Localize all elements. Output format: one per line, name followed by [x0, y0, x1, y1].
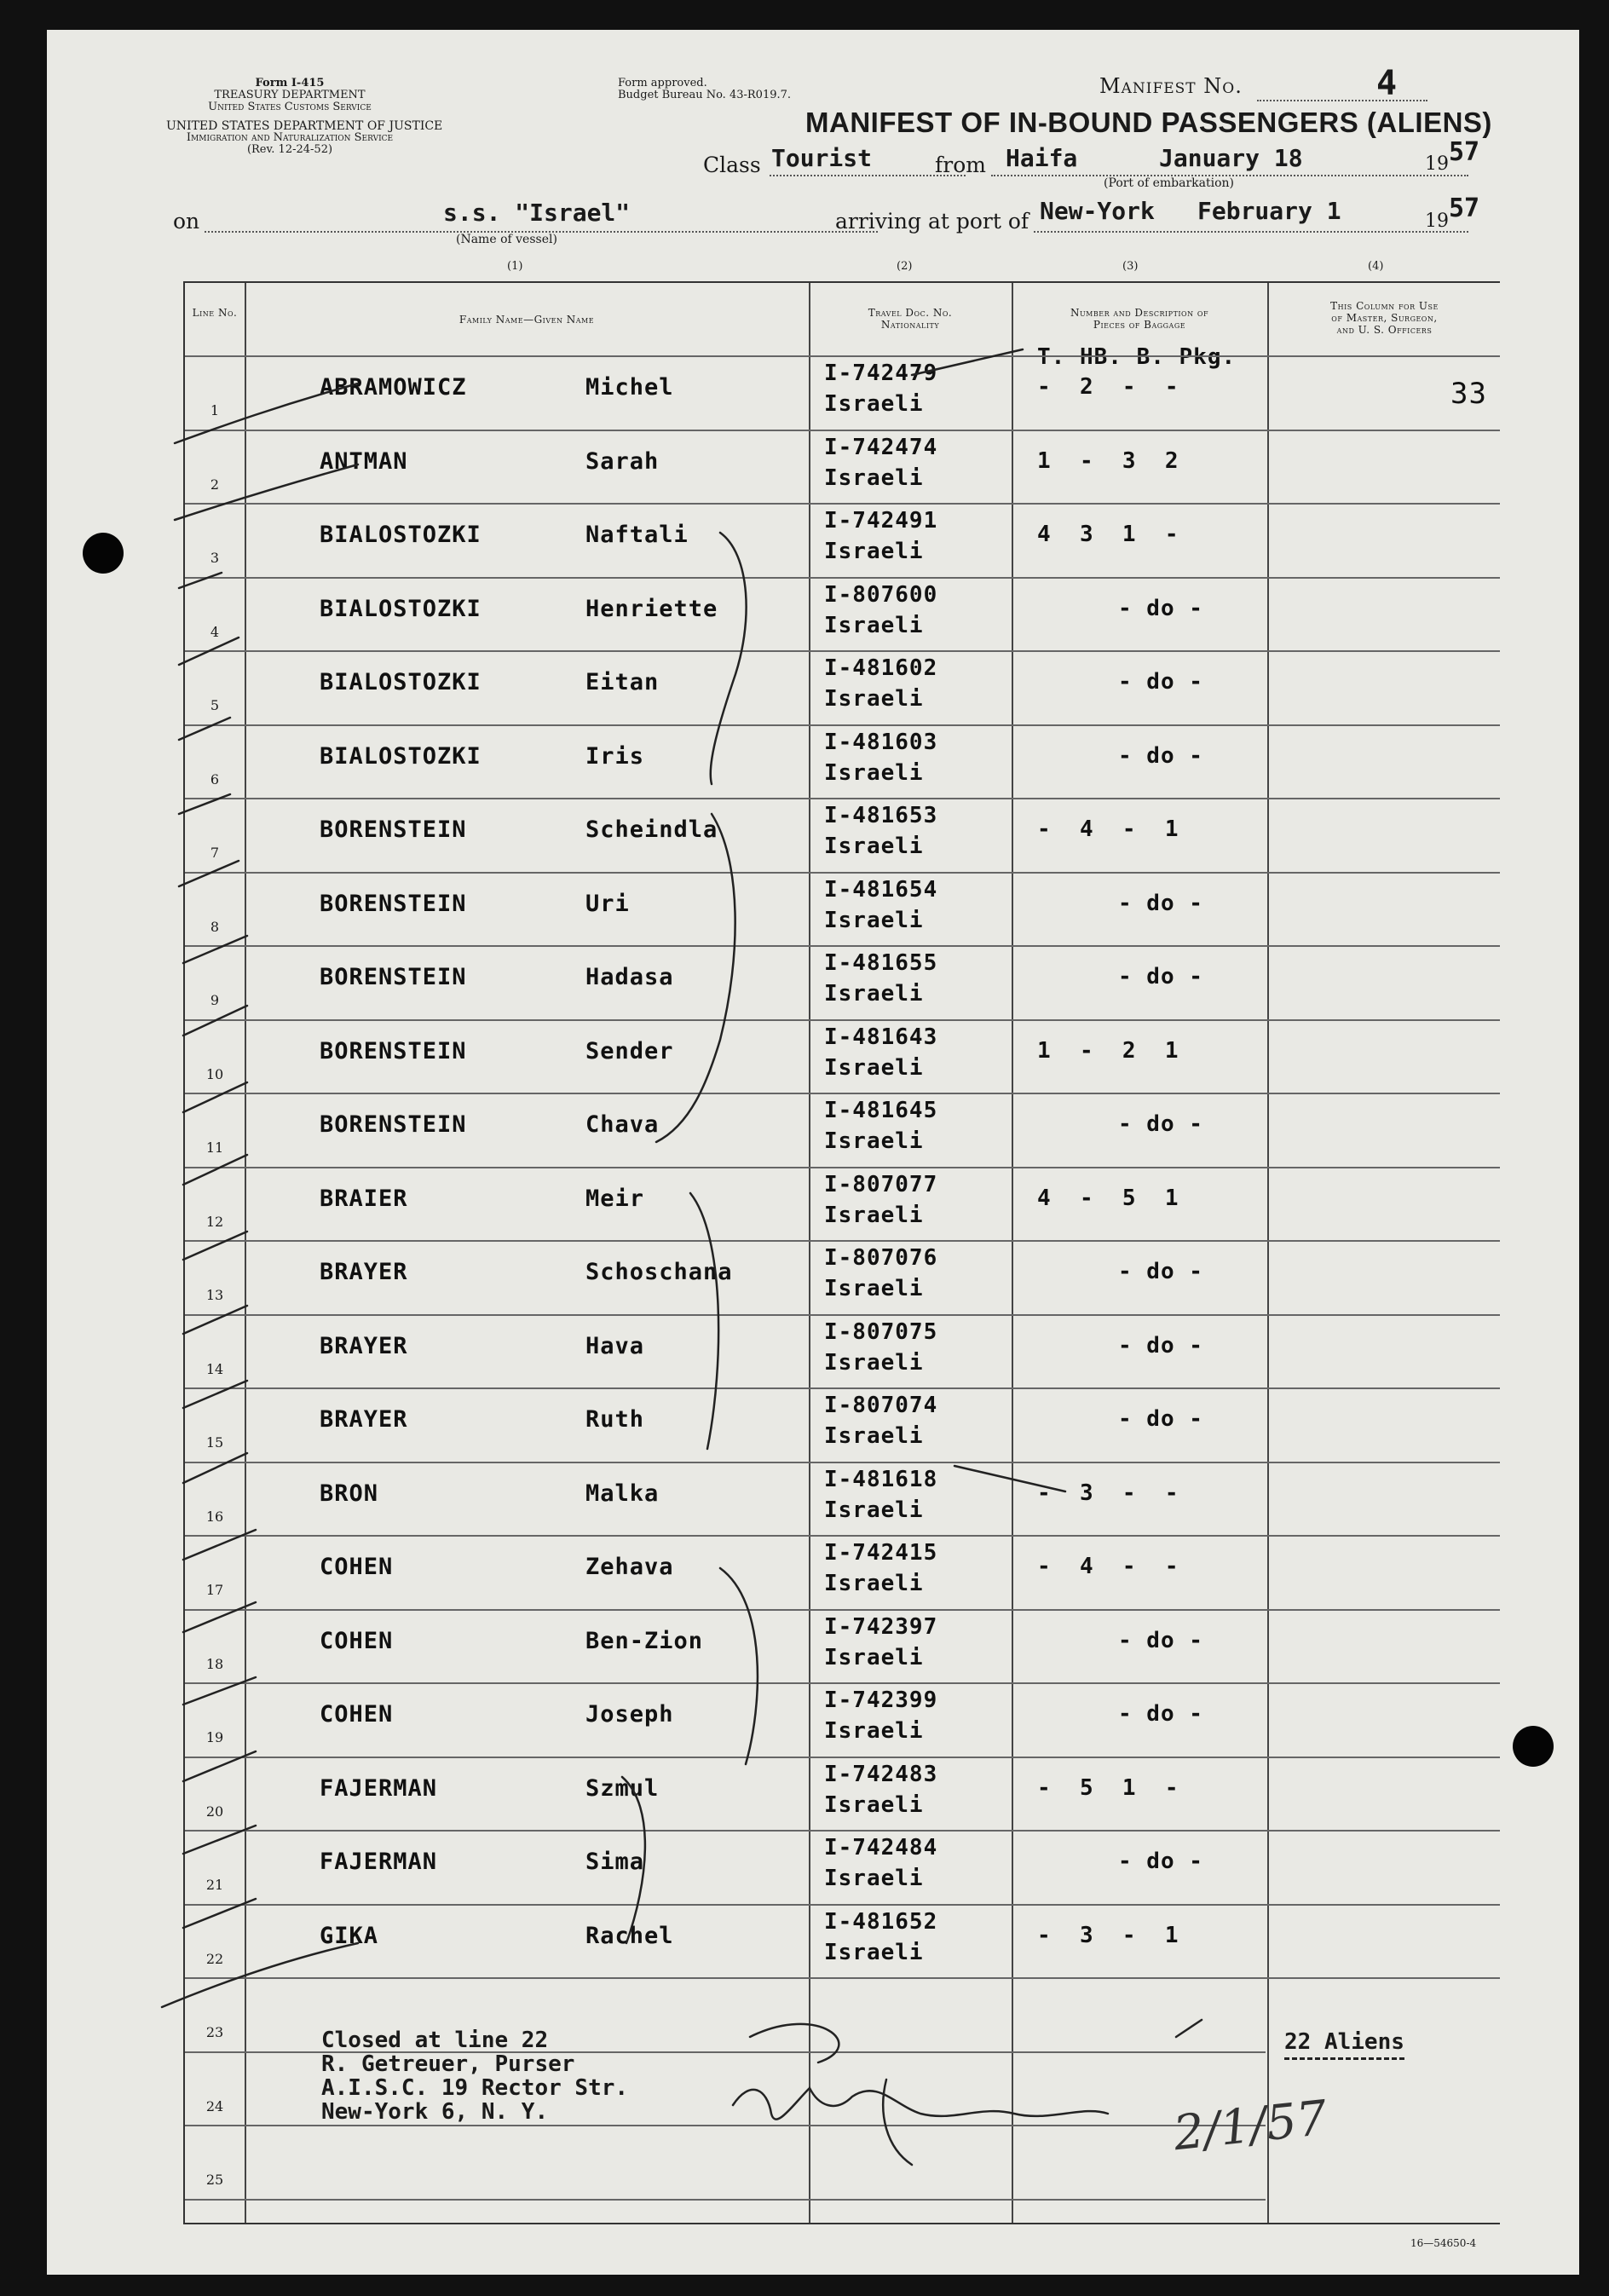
line-number: 10: [205, 1065, 224, 1082]
given-name: Szmul: [585, 1774, 660, 1802]
row-divider: [185, 355, 1500, 357]
row-divider: [185, 650, 1500, 652]
row-divider: [185, 1682, 1500, 1684]
nationality: Israeli: [824, 1644, 924, 1670]
port-caption: (Port of embarkation): [1104, 176, 1234, 190]
family-name: BRAYER: [320, 1332, 408, 1359]
given-name: Chava: [585, 1111, 660, 1138]
col-head-baggage: Number and Description of Pieces of Baggage: [1070, 307, 1209, 331]
travel-doc-number: I-481653: [824, 803, 938, 828]
baggage-count: 4 3 1 -: [1037, 522, 1179, 547]
travel-doc-number: I-481602: [824, 655, 938, 681]
baggage-count: - 3 - 1: [1037, 1922, 1179, 1948]
col-num-4: (4): [1368, 260, 1384, 273]
form-approval: [618, 78, 791, 101]
departure-year: 57: [1449, 137, 1480, 167]
travel-doc-number: I-742397: [824, 1613, 938, 1640]
travel-doc-number: I-742474: [824, 434, 938, 460]
departure-year-prefix: 19: [1425, 153, 1449, 175]
travel-doc-number: I-481643: [824, 1024, 938, 1050]
family-name: COHEN: [320, 1627, 394, 1654]
col-head-travel-doc: Travel Doc. No. Nationality: [868, 307, 953, 331]
line-number: 23: [205, 2024, 224, 2040]
travel-doc-number: I-742399: [824, 1687, 938, 1713]
travel-doc-number: I-807076: [824, 1245, 938, 1271]
arriving-label: arriving at port of: [835, 209, 1029, 234]
nationality: Israeli: [824, 1939, 924, 1965]
family-name: BORENSTEIN: [320, 1111, 467, 1138]
travel-doc-number: I-481645: [824, 1098, 938, 1123]
family-name: BORENSTEIN: [320, 964, 467, 990]
row-divider: [185, 1535, 1500, 1537]
baggage-ditto: - do -: [1118, 1627, 1203, 1653]
revision: (Rev. 12-24-52): [246, 143, 333, 156]
approval-line1: Form approved.: [618, 77, 707, 89]
nationality: Israeli: [824, 1571, 924, 1596]
departure-date: January 18: [1159, 144, 1303, 172]
given-name: Schoschana: [585, 1259, 733, 1285]
col-num-3: (3): [1122, 260, 1139, 273]
nationality: Israeli: [824, 907, 924, 933]
line-number: 6: [210, 770, 220, 787]
family-name: BORENSTEIN: [320, 890, 467, 917]
family-name: BRAIER: [320, 1185, 408, 1212]
nationality: Israeli: [824, 1349, 924, 1376]
baggage-ditto: - do -: [1118, 669, 1203, 695]
travel-doc-number: I-742491: [824, 508, 938, 534]
closing-line3: A.I.S.C. 19 Rector Str.: [321, 2075, 629, 2101]
row-divider: [185, 1609, 1500, 1611]
closing-line4: New-York 6, N. Y.: [321, 2099, 549, 2125]
aliens-total: 22 Aliens: [1284, 2030, 1404, 2060]
line-number: 8: [210, 918, 220, 935]
row-divider: [185, 2125, 1266, 2126]
class-value: Tourist: [771, 144, 873, 172]
customs-service: United States Customs Service: [208, 101, 372, 113]
form-header-left: [166, 77, 443, 156]
line-number: 20: [205, 1803, 224, 1820]
given-name: Hava: [585, 1332, 645, 1359]
given-name: Ben-Zion: [585, 1627, 704, 1654]
given-name: Eitan: [585, 669, 660, 695]
travel-doc-number: I-742484: [824, 1835, 938, 1860]
travel-doc-number: I-481655: [824, 950, 938, 976]
row-divider: [185, 798, 1500, 799]
arrival-year: 57: [1449, 193, 1480, 223]
treasury-dept: TREASURY DEPARTMENT: [214, 89, 366, 101]
nationality: Israeli: [824, 834, 924, 859]
row-divider: [185, 503, 1500, 505]
given-name: Uri: [585, 890, 630, 917]
family-name: FAJERMAN: [320, 1774, 438, 1802]
travel-doc-number: I-742479: [824, 361, 938, 386]
baggage-count: - 5 1 -: [1037, 1774, 1179, 1801]
baggage-count: 4 - 5 1: [1037, 1185, 1179, 1211]
row-divider: [185, 430, 1500, 431]
row-divider: [185, 1757, 1500, 1758]
given-name: Michel: [585, 374, 674, 401]
passenger-table: [183, 281, 1500, 2224]
given-name: Hadasa: [585, 964, 674, 990]
baggage-count: - 3 - -: [1037, 1480, 1179, 1506]
given-name: Naftali: [585, 522, 689, 548]
punch-hole-left: [83, 533, 124, 574]
line-number: 1: [210, 402, 220, 418]
baggage-count: - 4 - 1: [1037, 816, 1179, 842]
nationality: Israeli: [824, 1276, 924, 1301]
closing-block: [321, 2028, 628, 2124]
given-name: Rachel: [585, 1922, 674, 1949]
row-divider: [185, 2199, 1266, 2201]
family-name: BORENSTEIN: [320, 1037, 467, 1064]
line-number: 19: [205, 1729, 224, 1745]
line-number: 14: [205, 1360, 224, 1377]
col-divider-1: [245, 283, 246, 2223]
row-divider: [185, 577, 1500, 579]
family-name: FAJERMAN: [320, 1849, 438, 1875]
family-name: BIALOSTOZKI: [320, 669, 482, 695]
baggage-count: 1 - 2 1: [1037, 1037, 1179, 1064]
line-number: 4: [210, 623, 220, 640]
baggage-ditto: - do -: [1118, 1406, 1203, 1432]
travel-doc-number: I-742483: [824, 1761, 938, 1787]
family-name: BRAYER: [320, 1259, 408, 1285]
family-name: BRON: [320, 1480, 379, 1507]
baggage-count: - 4 - -: [1037, 1554, 1179, 1579]
line-number: 12: [205, 1213, 224, 1230]
line-number: 21: [205, 1877, 224, 1893]
vessel-value: s.s. "Israel": [443, 199, 631, 227]
family-name: BIALOSTOZKI: [320, 595, 482, 622]
arrival-dots: [1034, 231, 1468, 233]
nationality: Israeli: [824, 612, 924, 638]
signature-date: 2/1/57: [1171, 2090, 1330, 2162]
col-num-2: (2): [897, 260, 913, 273]
approval-line2: Budget Bureau No. 43-R019.7.: [618, 89, 792, 101]
closing-line1: Closed at line 22: [321, 2028, 549, 2053]
line-number: 24: [205, 2097, 224, 2114]
line-number: 2: [210, 476, 220, 493]
row-divider: [185, 1240, 1500, 1242]
row-divider: [185, 1093, 1500, 1094]
nationality: Israeli: [824, 539, 924, 564]
baggage-ditto: - do -: [1118, 964, 1203, 989]
line-number: 3: [210, 550, 220, 566]
from-label: from: [935, 153, 986, 177]
baggage-ditto: - do -: [1118, 1332, 1203, 1359]
line-number: 7: [210, 845, 220, 861]
manifest-title: MANIFEST OF IN-BOUND PASSENGERS (ALIENS): [805, 107, 1492, 138]
travel-doc-number: I-807600: [824, 581, 938, 608]
given-name: Scheindla: [585, 816, 718, 843]
col-divider-2: [809, 283, 810, 2223]
family-name: BORENSTEIN: [320, 816, 467, 843]
baggage-ditto: - do -: [1118, 1849, 1203, 1874]
line-number: 17: [205, 1582, 224, 1598]
nationality: Israeli: [824, 1497, 924, 1523]
col-num-1: (1): [507, 260, 523, 273]
vessel-caption: (Name of vessel): [456, 233, 557, 246]
nationality: Israeli: [824, 391, 924, 417]
given-name: Malka: [585, 1480, 660, 1507]
nationality: Israeli: [824, 1128, 924, 1154]
row-divider: [185, 1387, 1500, 1389]
given-name: Joseph: [585, 1701, 674, 1728]
nationality: Israeli: [824, 1718, 924, 1744]
form-number: Form I-415: [255, 77, 325, 89]
given-name: Sarah: [585, 447, 660, 475]
arrival-port: New-York: [1040, 197, 1155, 225]
nationality: Israeli: [824, 759, 924, 786]
family-name: BRAYER: [320, 1406, 408, 1433]
row-divider: [185, 1167, 1500, 1168]
line-number: 9: [210, 992, 220, 1008]
nationality: Israeli: [824, 1202, 924, 1228]
family-name: COHEN: [320, 1701, 394, 1728]
given-name: Meir: [585, 1185, 645, 1212]
line-number: 25: [205, 2172, 224, 2188]
punch-hole-right: [1513, 1726, 1554, 1767]
given-name: Zehava: [585, 1554, 674, 1580]
manifest-number: 4: [1376, 64, 1398, 103]
baggage-ditto: - do -: [1118, 1259, 1203, 1284]
col-divider-3: [1012, 283, 1013, 2223]
travel-doc-number: I-481603: [824, 729, 938, 755]
on-label: on: [173, 209, 200, 234]
travel-doc-number: I-481652: [824, 1908, 938, 1935]
manifest-page: [47, 30, 1579, 2275]
family-name: GIKA: [320, 1922, 379, 1949]
col-head-line: Line No.: [192, 307, 238, 319]
row-divider: [185, 1019, 1500, 1021]
baggage-ditto: - do -: [1118, 1111, 1203, 1137]
line-number: 16: [205, 1508, 224, 1525]
row-divider: [185, 1830, 1500, 1832]
row-divider: [185, 945, 1500, 947]
nationality: Israeli: [824, 464, 924, 491]
baggage-header: T. HB. B. Pkg.: [1037, 344, 1237, 370]
travel-doc-number: I-481618: [824, 1466, 938, 1492]
baggage-count: 1 - 3 2: [1037, 447, 1179, 474]
travel-doc-number: I-742415: [824, 1540, 938, 1566]
col-head-name: Family Name—Given Name: [458, 314, 595, 326]
footer-code: 16—54650-4: [1410, 2237, 1477, 2249]
baggage-ditto: - do -: [1118, 1701, 1203, 1727]
closing-line2: R. Getreuer, Purser: [321, 2051, 575, 2077]
row-divider: [185, 1314, 1500, 1316]
nationality: Israeli: [824, 1423, 924, 1449]
justice-dept: UNITED STATES DEPARTMENT OF JUSTICE: [166, 119, 443, 133]
given-name: Ruth: [585, 1406, 645, 1433]
family-name: ABRAMOWICZ: [320, 374, 467, 401]
manifest-no-dots: [1257, 100, 1427, 101]
travel-doc-number: I-807075: [824, 1318, 938, 1345]
arrival-date: February 1: [1197, 197, 1341, 225]
row-divider: [185, 1462, 1500, 1463]
given-name: Sima: [585, 1849, 645, 1875]
nationality: Israeli: [824, 1866, 924, 1891]
baggage-ditto: - do -: [1118, 595, 1203, 621]
manifest-no-label: Manifest No.: [1099, 74, 1243, 98]
given-name: Iris: [585, 742, 645, 770]
given-name: Henriette: [585, 595, 718, 622]
nationality: Israeli: [824, 1791, 924, 1818]
travel-doc-number: I-807077: [824, 1171, 938, 1197]
line-number: 13: [205, 1287, 224, 1303]
baggage-count: - 2 - -: [1037, 374, 1179, 400]
ins-service: Immigration and Naturalization Service: [186, 131, 394, 144]
line-number: 18: [205, 1655, 224, 1672]
family-name: BIALOSTOZKI: [320, 742, 482, 770]
officer-count: 33: [1450, 377, 1487, 411]
line-number: 22: [205, 1950, 224, 1967]
nationality: Israeli: [824, 1054, 924, 1081]
travel-doc-number: I-481654: [824, 876, 938, 903]
family-name: COHEN: [320, 1554, 394, 1580]
line-number: 15: [205, 1434, 224, 1451]
family-name: BIALOSTOZKI: [320, 522, 482, 548]
col-head-officers: This Column for Use of Master, Surgeon, and U. S. Officers: [1330, 300, 1439, 336]
row-divider: [185, 1904, 1500, 1906]
col-divider-4: [1267, 283, 1269, 2223]
given-name: Sender: [585, 1037, 674, 1064]
baggage-ditto: - do -: [1118, 890, 1203, 916]
line-number: 5: [210, 697, 220, 713]
nationality: Israeli: [824, 981, 924, 1007]
class-label: Class: [703, 153, 761, 177]
family-name: ANTMAN: [320, 447, 408, 475]
row-divider: [185, 724, 1500, 726]
line-number: 11: [205, 1139, 224, 1156]
arrival-year-prefix: 19: [1425, 211, 1449, 232]
nationality: Israeli: [824, 686, 924, 712]
row-divider: [185, 872, 1500, 874]
travel-doc-number: I-807074: [824, 1393, 938, 1418]
baggage-ditto: - do -: [1118, 742, 1203, 769]
from-value: Haifa: [1006, 144, 1078, 172]
row-divider: [185, 1977, 1500, 1979]
